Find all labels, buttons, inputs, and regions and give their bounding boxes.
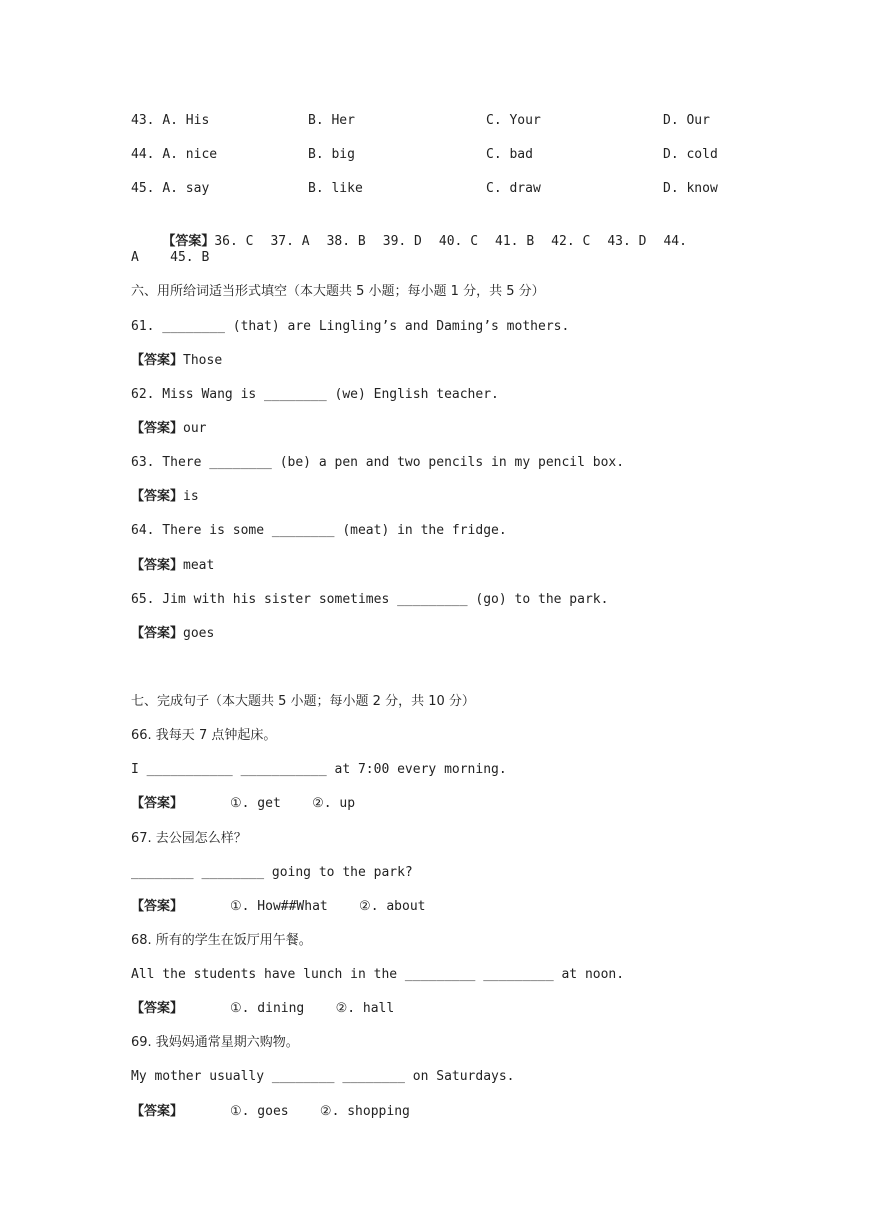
answer-61: 【答案】Those: [131, 353, 223, 368]
question-67-en: ________ ________ going to the park?: [131, 865, 413, 880]
mc-answer-wrap: A 45. B: [131, 250, 210, 265]
answer-62: 【答案】our: [131, 421, 207, 436]
question-61: 61. ________ (that) are Lingling’s and Daming’s mothers.: [131, 319, 570, 334]
answer-67: 【答案】 ①. How##What ②. about: [131, 899, 426, 914]
mc-row-45: [131, 181, 851, 199]
option-b: B. Her: [308, 113, 355, 128]
question-69-en: My mother usually ________ ________ on Saturdays.: [131, 1069, 515, 1084]
option-d: D. know: [663, 181, 718, 196]
answer-66: 【答案】 ①. get ②. up: [131, 796, 356, 811]
question-67-cn: 67. 去公园怎么样？: [131, 831, 247, 846]
mc-answer-line: 【答案】36. C 37. A 38. B 39. D 40. C 41. B 42. C 43. D 44.: [162, 234, 687, 249]
question-66-cn: 66. 我每天 7 点钟起床。: [131, 728, 277, 743]
option-d: D. Our: [663, 113, 710, 128]
question-64: 64. There is some ________ (meat) in the fridge.: [131, 523, 507, 538]
mc-row-44: [131, 147, 851, 165]
answer-64: 【答案】meat: [131, 558, 215, 573]
answer-label: 【答案】: [162, 234, 215, 249]
section-6-title: 六、用所给词适当形式填空（本大题共 5 小题；每小题 1 分，共 5 分）: [131, 284, 545, 299]
question-62: 62. Miss Wang is ________ (we) English teacher.: [131, 387, 499, 402]
answer-65: 【答案】goes: [131, 626, 215, 641]
question-68-en: All the students have lunch in the _________ _________ at noon.: [131, 967, 625, 982]
section-7-title: 七、完成句子（本大题共 5 小题；每小题 2 分，共 10 分）: [131, 694, 475, 709]
mc-row-43: [131, 113, 851, 131]
option-a: 44. A. nice: [131, 147, 218, 162]
question-68-cn: 68. 所有的学生在饭厅用午餐。: [131, 933, 312, 948]
option-c: C. bad: [486, 147, 533, 162]
answer-68: 【答案】 ①. dining ②. hall: [131, 1001, 395, 1016]
option-c: C. Your: [486, 113, 541, 128]
question-63: 63. There ________ (be) a pen and two pencils in my pencil box.: [131, 455, 625, 470]
answer-69: 【答案】 ①. goes ②. shopping: [131, 1104, 410, 1119]
option-a: 45. A. say: [131, 181, 210, 196]
question-69-cn: 69. 我妈妈通常星期六购物。: [131, 1035, 299, 1050]
option-b: B. big: [308, 147, 355, 162]
option-a: 43. A. His: [131, 113, 210, 128]
question-66-en: I ___________ ___________ at 7:00 every morning.: [131, 762, 507, 777]
option-b: B. like: [308, 181, 363, 196]
option-d: D. cold: [663, 147, 718, 162]
question-65: 65. Jim with his sister sometimes _________ (go) to the park.: [131, 592, 609, 607]
option-c: C. draw: [486, 181, 541, 196]
answer-63: 【答案】is: [131, 489, 199, 504]
